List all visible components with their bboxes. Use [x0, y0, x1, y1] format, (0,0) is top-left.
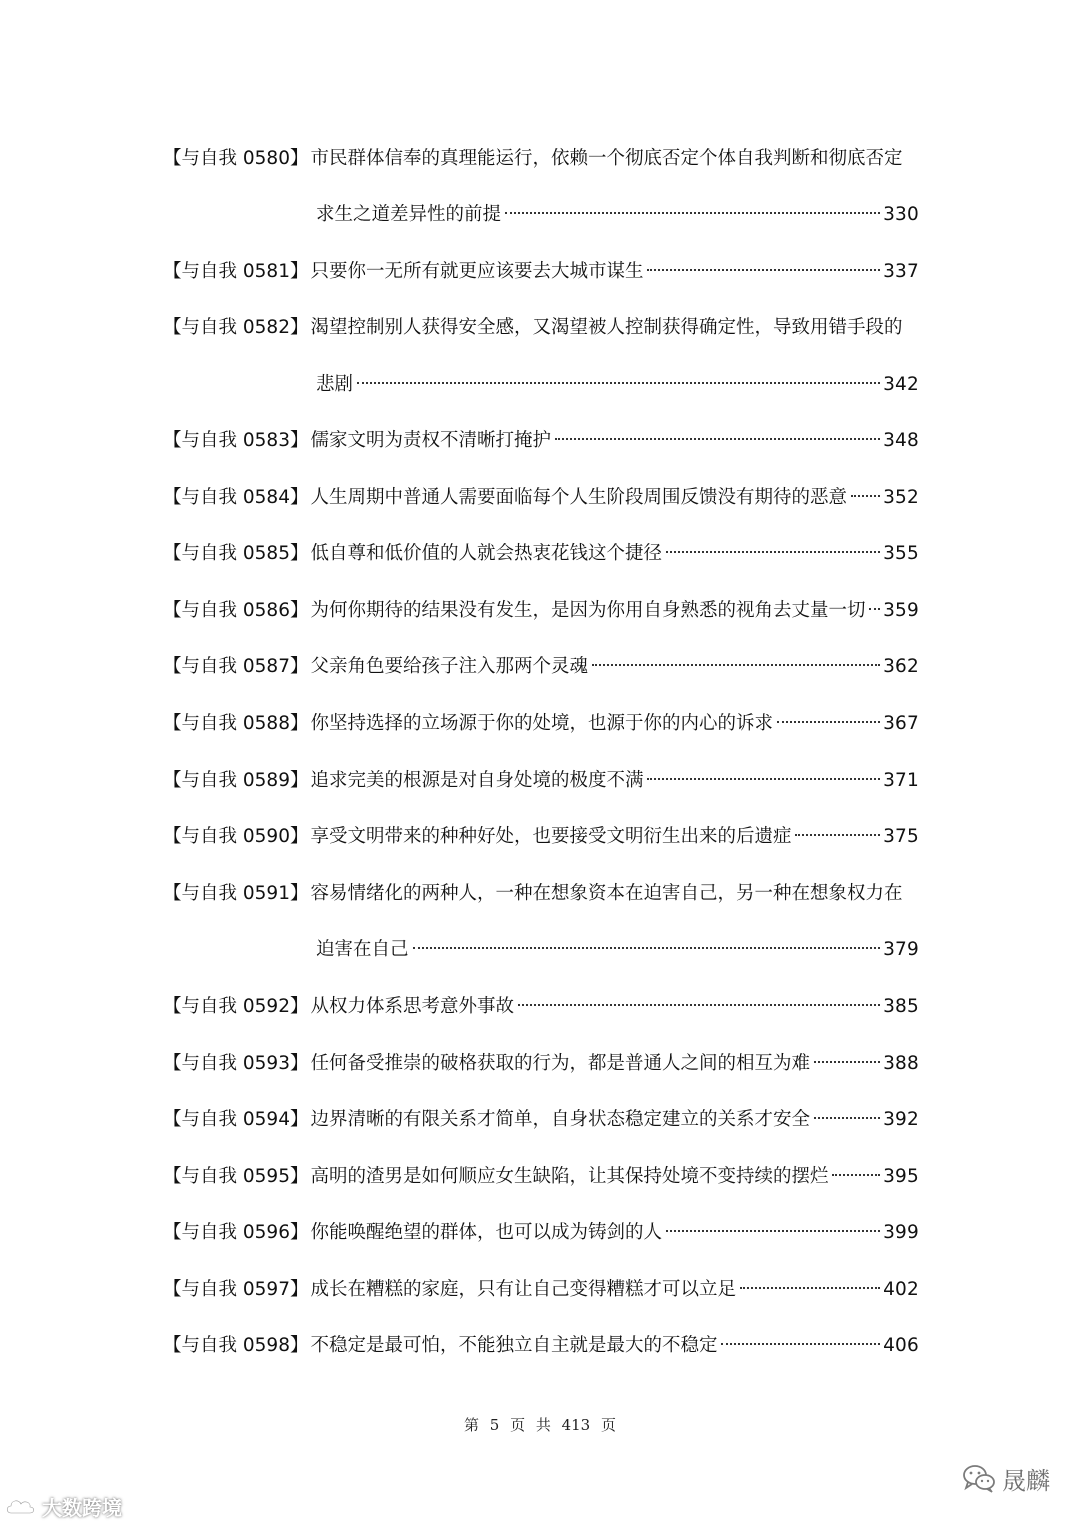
dot-leader [721, 1343, 880, 1345]
dot-leader [777, 721, 880, 723]
entry-title: 市民群体信奉的真理能运行，依赖一个彻底否定个体自我判断和彻底否定 [310, 148, 903, 169]
toc-entry-0586 [163, 594, 919, 628]
dot-leader [555, 438, 880, 440]
toc-entry-0590 [163, 820, 919, 854]
entry-page: 342 [883, 374, 919, 395]
entry-page: 392 [883, 1109, 919, 1130]
entry-id: 【与自我 0592】 [163, 996, 309, 1017]
dot-leader [851, 495, 880, 497]
watermark-right-text: 晟麟 [1002, 1466, 1050, 1495]
entry-title: 任何备受推崇的破格获取的行为，都是普通人之间的相互为难 [310, 1053, 810, 1074]
entry-title: 低自尊和低价值的人就会热衷花钱这个捷径 [310, 543, 662, 564]
wechat-icon [962, 1463, 996, 1493]
entry-page: 362 [883, 656, 919, 677]
entry-title: 从权力体系思考意外事故 [310, 996, 514, 1017]
toc-entry-0587 [163, 650, 919, 684]
entry-page: 406 [883, 1335, 919, 1356]
entry-title: 不稳定是最可怕，不能独立自主就是最大的不稳定 [310, 1335, 718, 1356]
entry-title: 儒家文明为责权不清晰打掩护 [310, 430, 551, 451]
entry-id: 【与自我 0585】 [163, 543, 309, 564]
dot-leader [592, 664, 880, 666]
entry-page: 399 [883, 1222, 919, 1243]
entry-id: 【与自我 0598】 [163, 1335, 309, 1356]
entry-id: 【与自我 0580】 [163, 148, 309, 169]
entry-id: 【与自我 0591】 [163, 883, 309, 904]
toc-entry-0581 [163, 255, 919, 289]
watermark-left [4, 1490, 122, 1522]
dot-leader [357, 382, 880, 384]
toc-entry-0584 [163, 481, 919, 515]
toc-entry-0582-cont [316, 368, 919, 402]
entry-page: 355 [883, 543, 919, 564]
dot-leader [795, 834, 880, 836]
watermark-right [962, 1458, 1050, 1498]
entry-page: 352 [883, 487, 919, 508]
entry-id: 【与自我 0597】 [163, 1279, 309, 1300]
dot-leader [413, 947, 881, 949]
entry-page: 330 [883, 204, 919, 225]
entry-title: 边界清晰的有限关系才简单，自身状态稳定建立的关系才安全 [310, 1109, 810, 1130]
entry-page: 359 [883, 600, 919, 621]
toc-entry-0580-cont [316, 198, 919, 232]
entry-id: 【与自我 0593】 [163, 1053, 309, 1074]
toc-entry-0596 [163, 1216, 919, 1250]
entry-page: 385 [883, 996, 919, 1017]
entry-page: 371 [883, 770, 919, 791]
dot-leader [740, 1287, 880, 1289]
entry-id: 【与自我 0596】 [163, 1222, 309, 1243]
dot-leader [832, 1174, 880, 1176]
entry-id: 【与自我 0587】 [163, 656, 309, 677]
entry-page: 367 [883, 713, 919, 734]
entry-title: 只要你一无所有就更应该要去大城市谋生 [310, 261, 644, 282]
entry-id: 【与自我 0594】 [163, 1109, 309, 1130]
entry-title: 容易情绪化的两种人，一种在想象资本在迫害自己，另一种在想象权力在 [310, 883, 903, 904]
entry-title: 你能唤醒绝望的群体，也可以成为铸剑的人 [310, 1222, 662, 1243]
entry-id: 【与自我 0589】 [163, 770, 309, 791]
dot-leader [814, 1117, 880, 1119]
entry-title-cont: 求生之道差异性的前提 [316, 204, 502, 225]
toc-entry-0598 [163, 1329, 919, 1363]
entry-id: 【与自我 0590】 [163, 826, 309, 847]
dot-leader [505, 212, 880, 214]
toc-entry-0580 [163, 142, 919, 176]
entry-title: 父亲角色要给孩子注入那两个灵魂 [310, 656, 588, 677]
entry-title: 追求完美的根源是对自身处境的极度不满 [310, 770, 644, 791]
entry-title-cont: 迫害在自己 [316, 939, 409, 960]
toc-entry-0595 [163, 1160, 919, 1194]
entry-page: 402 [883, 1279, 919, 1300]
entry-page: 395 [883, 1166, 919, 1187]
toc-entry-0591-cont [316, 933, 919, 967]
entry-title: 渴望控制别人获得安全感，又渴望被人控制获得确定性，导致用错手段的 [310, 317, 903, 338]
toc-entry-0597 [163, 1273, 919, 1307]
entry-page: 375 [883, 826, 919, 847]
toc-entry-0583 [163, 424, 919, 458]
dot-leader [869, 608, 880, 610]
toc-entry-0589 [163, 764, 919, 798]
dot-leader [666, 551, 880, 553]
watermark-left-text: 大数跨境 [42, 1495, 122, 1520]
entry-page: 379 [883, 939, 919, 960]
entry-title: 高明的渣男是如何顺应女生缺陷，让其保持处境不变持续的摆烂 [310, 1166, 829, 1187]
dot-leader [518, 1004, 880, 1006]
dot-leader [666, 1230, 880, 1232]
toc-entry-0585 [163, 537, 919, 571]
entry-title: 享受文明带来的种种好处，也要接受文明衍生出来的后遗症 [310, 826, 792, 847]
entry-title: 成长在糟糕的家庭，只有让自己变得糟糕才可以立足 [310, 1279, 736, 1300]
entry-id: 【与自我 0595】 [163, 1166, 309, 1187]
entry-id: 【与自我 0586】 [163, 600, 309, 621]
entry-title: 人生周期中普通人需要面临每个人生阶段周围反馈没有期待的恶意 [310, 487, 847, 508]
entry-page: 337 [883, 261, 919, 282]
toc-entry-0588 [163, 707, 919, 741]
toc-entry-0591 [163, 877, 919, 911]
entry-id: 【与自我 0582】 [163, 317, 309, 338]
entry-page: 388 [883, 1053, 919, 1074]
entry-title: 为何你期待的结果没有发生，是因为你用自身熟悉的视角去丈量一切 [310, 600, 866, 621]
cloud-logo-icon [4, 1495, 38, 1517]
entry-id: 【与自我 0583】 [163, 430, 309, 451]
page-number-footer: 第 5 页 共 413 页 [463, 1416, 616, 1434]
toc-entry-0582 [163, 311, 919, 345]
dot-leader [814, 1061, 880, 1063]
entry-id: 【与自我 0584】 [163, 487, 309, 508]
entry-title-cont: 悲剧 [316, 374, 354, 395]
dot-leader [647, 269, 880, 271]
toc-entry-0593 [163, 1047, 919, 1081]
toc-entry-0592 [163, 990, 919, 1024]
entry-title: 你坚持选择的立场源于你的处境，也源于你的内心的诉求 [310, 713, 773, 734]
dot-leader [647, 778, 880, 780]
entry-id: 【与自我 0588】 [163, 713, 309, 734]
entry-id: 【与自我 0581】 [163, 261, 309, 282]
entry-page: 348 [883, 430, 919, 451]
toc-entry-0594 [163, 1103, 919, 1137]
